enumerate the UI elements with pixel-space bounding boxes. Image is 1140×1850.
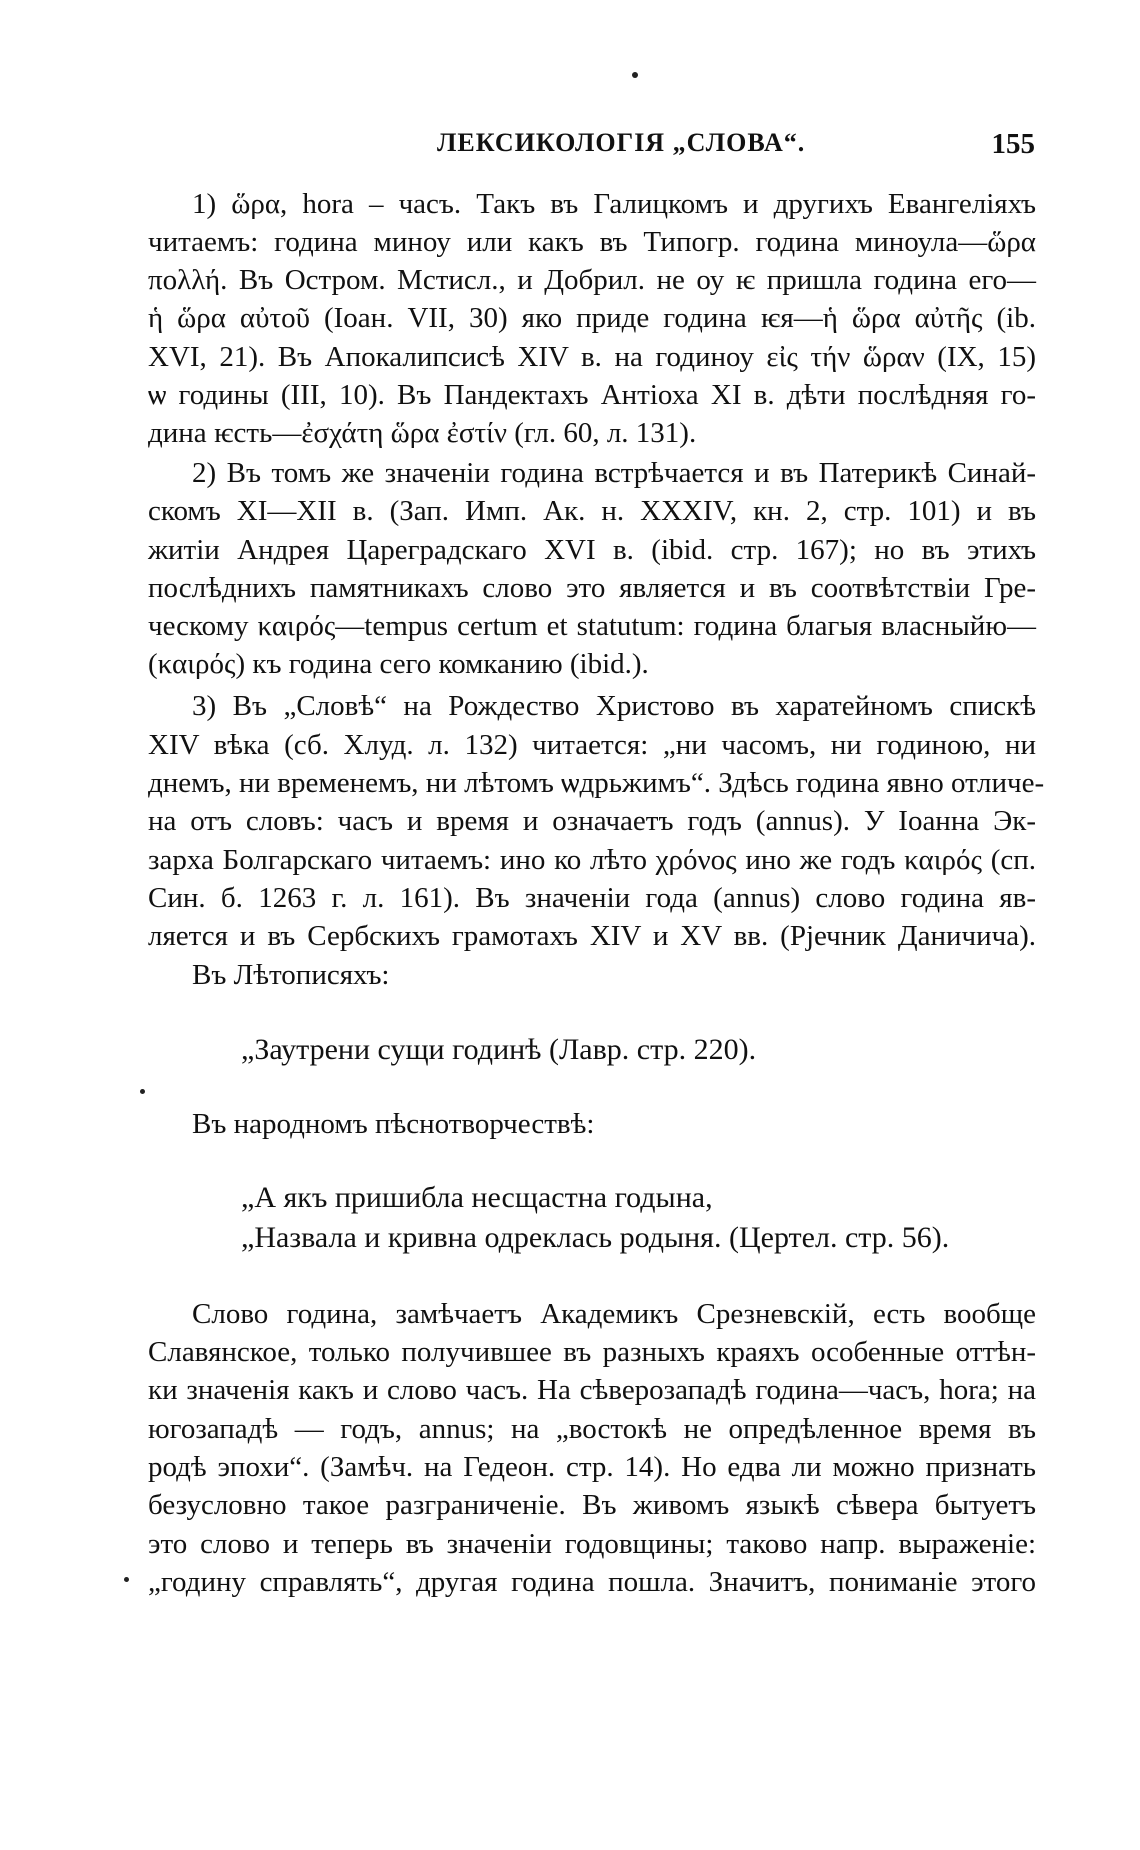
text-line: скомъ XI—XII в. (Зап. Имп. Ак. н. XXXIV, кн. 2, стр. 101) и въ <box>148 495 1036 527</box>
text-line: (καιρός) къ година сего комканию (ibid.). <box>148 648 649 680</box>
ink-dot-top <box>632 72 638 78</box>
text-line: послѣднихъ памятникахъ слово это является и въ соотвѣтствіи Гре- <box>148 572 1036 604</box>
text-line: читаемъ: година миноу или какъ въ Типогр. година миноула—ὥρα <box>148 226 1036 258</box>
text-line: Син. б. 1263 г. л. 161). Въ значеніи года (annus) слово година яв- <box>148 882 1036 914</box>
ink-dot-left-1 <box>140 1089 145 1094</box>
text-line: днемъ, ни временемъ, ни лѣтомъ ѡдрьжимъ“. Здѣсь година явно отличе- <box>148 767 1045 799</box>
text-line: πολλή. Въ Остром. Мстисл., и Добрил. не оу ѥ пришла година его— <box>148 264 1036 296</box>
text-line: 1) ὥρα, hora – часъ. Такъ въ Галицкомъ и другихъ Евангеліяхъ <box>192 188 1036 220</box>
text-line: на отъ словъ: часъ и время и означаетъ годъ (annus). У Іоанна Эк- <box>148 805 1036 837</box>
page-header <box>155 128 1035 164</box>
text-line: „годину справлять“, другая година пошла. Значитъ, пониманіе этого <box>148 1566 1036 1598</box>
text-line: Славянское, только получившее въ разныхъ краяхъ особенные оттѣн- <box>148 1336 1036 1368</box>
text-line: житіи Андрея Цареградскаго XVI в. (ibid. стр. 167); но въ этихъ <box>148 534 1036 566</box>
quote-line: „Заутрени сущи годинѣ (Лавр. стр. 220). <box>241 1033 757 1066</box>
text-line: 2) Въ томъ же значеніи година встрѣчается и въ Патерикѣ Синай- <box>192 457 1036 489</box>
text-line: ἡ ὥρα αὐτοῦ (Іоан. VII, 30) яко приде година ѥя—ἡ ὥρα αὐτῆς (ib. <box>148 302 1036 334</box>
text-line: XVI, 21). Въ Апокалипсисѣ XIV в. на годиноу εἰς τήν ὥραν (IX, 15) <box>148 341 1036 373</box>
text-line: XIV вѣка (сб. Хлуд. л. 132) читается: „ни часомъ, ни годиною, ни <box>148 729 1036 761</box>
ink-dot-left-2 <box>124 1577 129 1582</box>
text-line: Въ народномъ пѣснотворчествѣ: <box>192 1108 595 1140</box>
text-line: ѡ годины (III, 10). Въ Пандектахъ Антіоха XI в. дѣти послѣдняя го- <box>148 379 1036 411</box>
text-line: ки значенія какъ и слово часъ. На сѣверозападѣ година—часъ, hora; на <box>148 1374 1036 1406</box>
text-line: зарха Болгарскаго читаемъ: ино ко лѣто χρόνος ино же годъ καιρός (сп. <box>148 844 1036 876</box>
text-line: 3) Въ „Словѣ“ на Рождество Христово въ харатейномъ спискѣ <box>192 690 1036 722</box>
running-title: ЛЕКСИКОЛОГІЯ „СЛОВА“. <box>437 128 806 157</box>
quote-line: „Назвала и кривна одреклась родыня. (Цертел. стр. 56). <box>241 1221 950 1254</box>
text-line: Въ Лѣтописяхъ: <box>192 959 390 991</box>
text-line: Слово година, замѣчаетъ Академикъ Срезневскій, есть вообще <box>192 1298 1036 1330</box>
text-line: безусловно такое разграниченіе. Въ живомъ языкѣ сѣвера бытуетъ <box>148 1489 1036 1521</box>
text-line: ческому καιρός—tempus certum et statutum: година благыя власныйю— <box>148 610 1036 642</box>
text-line: родѣ эпохи“. (Замѣч. на Гедеон. стр. 14). Но едва ли можно признать <box>148 1451 1036 1483</box>
page-number: 155 <box>991 128 1035 160</box>
text-line: югозападѣ — годъ, annus; на „востокѣ не опредѣленное время въ <box>148 1413 1036 1445</box>
quote-line: „А якъ пришибла несщастна годына, <box>241 1181 713 1214</box>
text-line: дина ѥсть—ἐσχάτη ὥρα ἐστίν (гл. 60, л. 131). <box>148 417 697 449</box>
text-line: ляется и въ Сербскихъ грамотахъ XIV и XV вв. (Рјечник Даничича). <box>148 920 1036 952</box>
text-line: это слово и теперь въ значеніи годовщины; таково напр. выраженіе: <box>148 1528 1036 1560</box>
